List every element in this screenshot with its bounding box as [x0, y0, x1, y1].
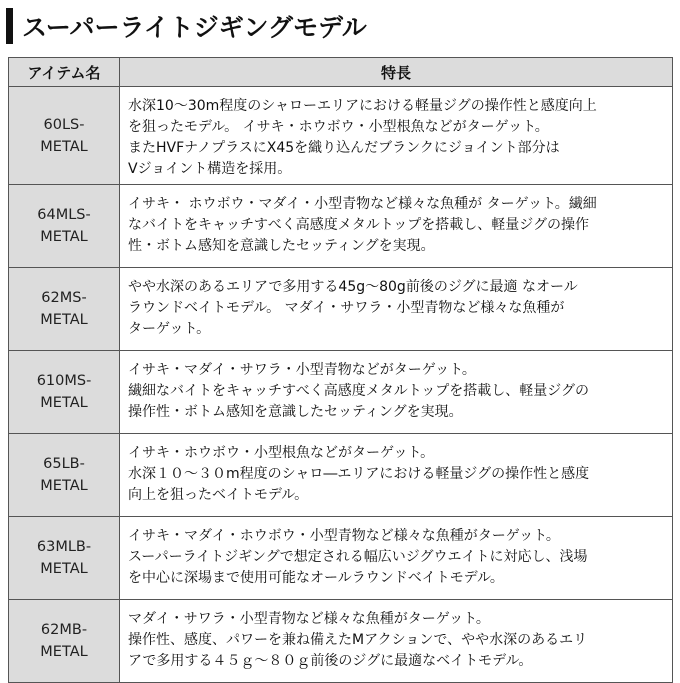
description-line: 繊細なバイトをキャッチすべく高感度メタルトップを搭載し、軽量ジグの: [128, 383, 590, 399]
table-row: [9, 600, 673, 683]
model-name-line: 65LB-: [43, 456, 85, 472]
description-cell: [120, 268, 673, 351]
description-line: イサキ・ ホウボウ・マダイ・小型青物など様々な魚種が ターゲット。繊細: [128, 196, 597, 212]
model-name-line: METAL: [40, 395, 88, 411]
model-name-line: METAL: [40, 478, 88, 494]
model-name-line: 610MS-: [36, 373, 92, 389]
model-cell: [9, 517, 120, 600]
description-line: 向上を狙ったベイトモデル。: [128, 487, 309, 503]
table-header-row: [9, 58, 673, 87]
description-line: またHVFナノプラスにX45を織り込んだブランクにジョイント部分は: [128, 140, 560, 156]
description-line: を中心に深場まで使用可能なオールラウンドベイトモデル。: [128, 570, 504, 586]
description-line: マダイ・サワラ・小型青物など様々な魚種がターゲット。: [128, 611, 490, 627]
table-row: [9, 434, 673, 517]
description-line: イサキ・ホウボウ・小型根魚などがターゲット。: [128, 445, 435, 461]
description-line: ターゲット。: [128, 321, 211, 337]
description-line: やや水深のあるエリアで多用する45g～80g前後のジグに最適 なオール: [128, 279, 578, 295]
model-name-line: METAL: [40, 561, 88, 577]
model-cell: [9, 351, 120, 434]
model-name-line: METAL: [40, 312, 88, 328]
description-line: イサキ・マダイ・サワラ・小型青物などがターゲット。: [128, 362, 476, 378]
page-title: スーパーライトジギングモデル: [22, 13, 367, 42]
description-cell: [120, 434, 673, 517]
description-line: 水深10～30m程度のシャローエリアにおける軽量ジグの操作性と感度向上: [128, 98, 597, 114]
table-row: [9, 268, 673, 351]
header-features: 特長: [120, 58, 673, 87]
description-line: アで多用する４５ｇ～８０ｇ前後のジグに最適なベイトモデル。: [128, 653, 533, 669]
model-name-line: METAL: [40, 229, 88, 245]
model-name-line: 62MS-: [41, 290, 87, 306]
table-row: [9, 517, 673, 600]
description-line: を狙ったモデル。 イサキ・ホウボウ・小型根魚などがターゲット。: [128, 119, 549, 135]
description-line: イサキ・マダイ・ホウボウ・小型青物など様々な魚種がターゲット。: [128, 528, 560, 544]
model-name-line: METAL: [40, 138, 88, 155]
description-cell: [120, 517, 673, 600]
description-cell: [120, 600, 673, 683]
title-accent-bar: [6, 8, 13, 44]
table-row: [9, 185, 673, 268]
model-name-line: METAL: [40, 644, 88, 660]
model-cell: [9, 87, 120, 185]
description-line: 性・ボトム感知を意識したセッティングを実現。: [128, 238, 435, 254]
description-line: 操作性、感度、パワーを兼ね備えたMアクションで、やや水深のあるエリ: [128, 632, 588, 648]
model-name-line: 63MLB-: [36, 539, 92, 555]
description-line: ラウンドベイトモデル。 マダイ・サワラ・小型青物など様々な魚種が: [128, 300, 565, 316]
model-name-line: 62MB-: [40, 622, 88, 638]
model-name-line: 64MLS-: [37, 207, 91, 223]
description-line: 操作性・ボトム感知を意識したセッティングを実現。: [128, 404, 463, 420]
table-row: [9, 351, 673, 434]
table-row: [9, 87, 673, 185]
model-cell: [9, 268, 120, 351]
description-line: スーパーライトジギングで想定される幅広いジグウエイトに対応し、浅場: [128, 549, 588, 565]
description-cell: [120, 185, 673, 268]
description-cell: [120, 87, 673, 185]
model-cell: [9, 600, 120, 683]
description-cell: [120, 351, 673, 434]
header-item-name: アイテム名: [9, 58, 120, 87]
spec-table: [8, 57, 673, 683]
description-line: なバイトをキャッチすべく高感度メタルトップを搭載し、軽量ジグの操作: [128, 217, 590, 233]
model-cell: [9, 185, 120, 268]
description-line: Vジョイント構造を採用。: [128, 161, 292, 177]
description-line: 水深１０～３０m程度のシャロ―エリアにおける軽量ジグの操作性と感度: [128, 466, 590, 482]
page-header: [6, 4, 666, 48]
model-cell: [9, 434, 120, 517]
model-name-line: 60LS-: [43, 116, 85, 133]
